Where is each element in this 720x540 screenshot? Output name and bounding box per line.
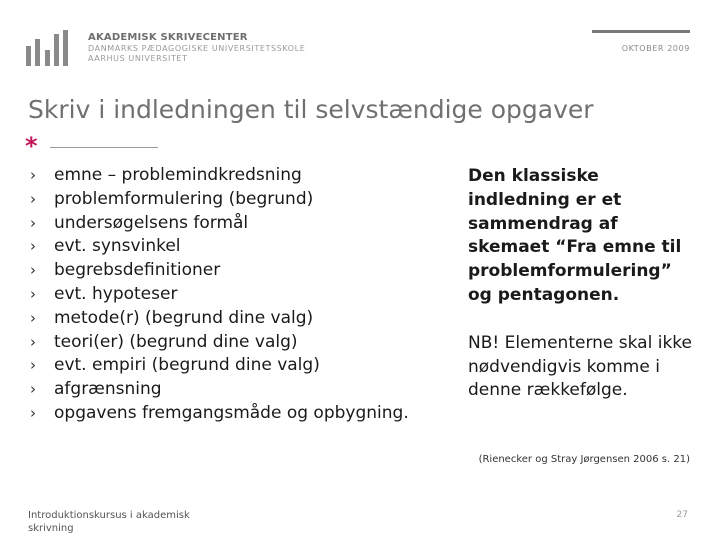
header-rule bbox=[592, 30, 690, 33]
organization-line: DANMARKS PÆDAGOGISKE UNIVERSITETSSKOLE bbox=[88, 44, 306, 53]
list-item-text: undersøgelsens formål bbox=[54, 212, 249, 233]
chevron-right-icon: › bbox=[30, 213, 36, 232]
list-item-text: emne – problemindkredsning bbox=[54, 165, 302, 185]
organization-line: AARHUS UNIVERSITET bbox=[88, 54, 188, 63]
list-item-text: evt. empiri (begrund dine valg) bbox=[54, 355, 320, 376]
list-item-text: opgavens fremgangsmåde og opbygning. bbox=[54, 402, 409, 423]
list-item-text: afgrænsning bbox=[54, 379, 162, 400]
organization-title: AKADEMISK SKRIVECENTER bbox=[88, 32, 248, 43]
list-item bbox=[30, 284, 409, 308]
chevron-right-icon: › bbox=[30, 166, 36, 184]
title-underline bbox=[50, 147, 158, 148]
chevron-right-icon: › bbox=[30, 261, 36, 280]
footer-course-name: Introduktionskursus i akademisk skrivning bbox=[28, 510, 190, 534]
list-item bbox=[30, 236, 409, 260]
chevron-right-icon: › bbox=[30, 284, 36, 303]
list-item bbox=[30, 379, 409, 403]
citation: (Rienecker og Stray Jørgensen 2006 s. 21) bbox=[478, 454, 690, 465]
classic-introduction-note: Den klassiske indledning er et sammendrag af skemaet “Fra emne til problemformulering” og pentagonen. bbox=[468, 166, 682, 305]
chevron-right-icon: › bbox=[30, 356, 36, 375]
list-item bbox=[30, 332, 409, 356]
chevron-right-icon: › bbox=[30, 380, 36, 399]
list-item-text: teori(er) (begrund dine valg) bbox=[54, 331, 298, 352]
organization-block bbox=[88, 33, 305, 63]
list-item bbox=[30, 165, 409, 189]
university-logo-icon bbox=[26, 30, 68, 66]
list-item bbox=[30, 260, 409, 284]
list-item-text: problemformulering (begrund) bbox=[54, 188, 314, 209]
side-notes bbox=[468, 165, 698, 403]
list-item-text: metode(r) (begrund dine valg) bbox=[54, 307, 314, 328]
chevron-right-icon: › bbox=[30, 332, 36, 351]
list-item-text: evt. synsvinkel bbox=[54, 236, 181, 257]
page-number: 27 bbox=[676, 510, 688, 520]
chevron-right-icon: › bbox=[30, 403, 36, 422]
nb-note: NB! Elementerne skal ikke nødvendigvis komme i denne rækkefølge. bbox=[468, 332, 692, 401]
list-item bbox=[30, 403, 409, 427]
chevron-right-icon: › bbox=[30, 189, 36, 208]
list-item bbox=[30, 213, 409, 237]
slide-title: Skriv i indledningen til selvstændige opgaver bbox=[28, 95, 594, 124]
chevron-right-icon: › bbox=[30, 237, 36, 256]
header-date: OKTOBER 2009 bbox=[621, 44, 690, 53]
accent-asterisk: * bbox=[25, 132, 38, 160]
list-item bbox=[30, 308, 409, 332]
list-item bbox=[30, 355, 409, 379]
list-item bbox=[30, 189, 409, 213]
list-item-text: evt. hypoteser bbox=[54, 283, 178, 304]
chevron-right-icon: › bbox=[30, 308, 36, 327]
bullet-list bbox=[30, 165, 409, 427]
list-item-text: begrebsdefinitioner bbox=[54, 260, 221, 281]
